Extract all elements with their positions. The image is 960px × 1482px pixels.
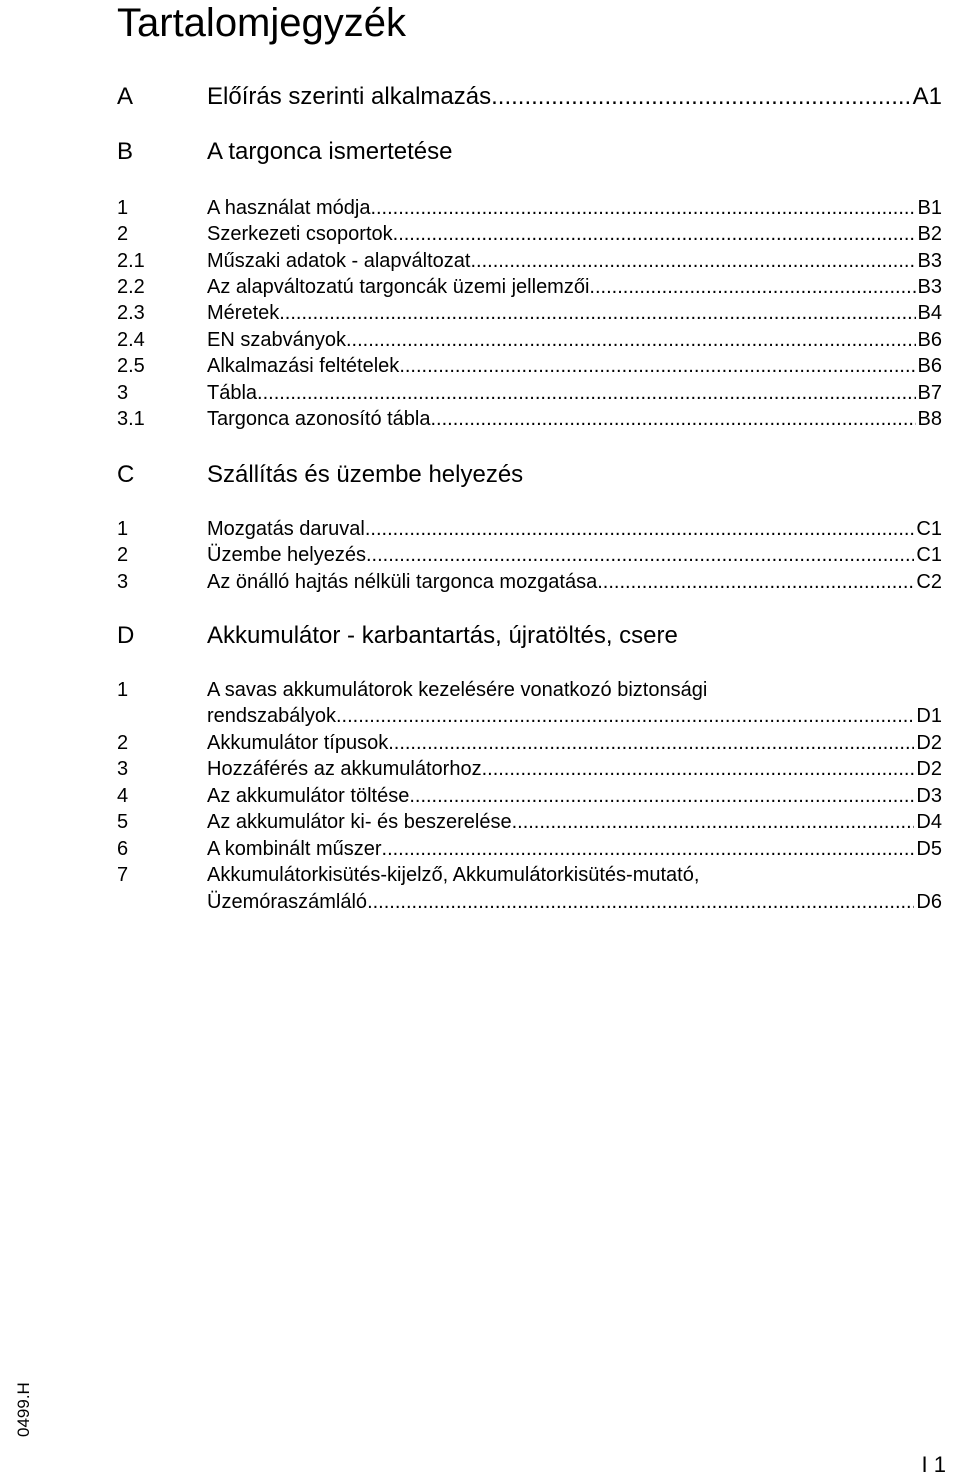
- toc-item[interactable]: 6 A kombinált műszer ..... D5: [0, 836, 960, 862]
- section-heading: Szállítás és üzembe helyezés: [207, 461, 524, 488]
- dot-leader: [367, 889, 914, 915]
- toc-item[interactable]: 3.1 Targonca azonosító tábla ..... B8: [0, 406, 960, 432]
- toc-item[interactable]: 2.1 Műszaki adatok - alapváltozat ..... B3: [0, 248, 960, 274]
- dot-leader: [388, 730, 914, 756]
- section-letter: C: [117, 461, 135, 488]
- toc-item[interactable]: 2.5 Alkalmazási feltételek ..... B6: [0, 353, 960, 379]
- dot-leader: [279, 300, 915, 326]
- dot-leader: [470, 248, 915, 274]
- toc-section-b: [0, 137, 960, 167]
- section-heading: A targonca ismertetése: [207, 138, 453, 165]
- page-title: Tartalomjegyzék: [117, 1, 407, 45]
- toc-section-d: [0, 621, 960, 651]
- section-letter: D: [117, 622, 135, 649]
- toc-item[interactable]: 2.3 Méretek ..... B4: [0, 300, 960, 326]
- toc-item[interactable]: 3 Hozzáférés az akkumulátorhoz ..... D2: [0, 756, 960, 782]
- dot-leader: [431, 406, 916, 432]
- toc-item[interactable]: 3 Az önálló hajtás nélküli targonca mozgatása ..... C2: [0, 569, 960, 595]
- toc-item[interactable]: 2 Szerkezeti csoportok ..... B2: [0, 221, 960, 247]
- dot-leader: [512, 809, 915, 835]
- dot-leader: [370, 195, 915, 221]
- toc-item[interactable]: 2.4 EN szabványok ..... B6: [0, 327, 960, 353]
- toc-item[interactable]: 2 Üzembe helyezés ..... C1: [0, 542, 960, 568]
- dot-leader: [399, 353, 915, 379]
- dot-leader: [382, 836, 915, 862]
- page-number: I 1: [921, 1452, 946, 1477]
- dot-leader: [589, 274, 915, 300]
- document-code: 0499.H: [14, 1382, 33, 1437]
- section-letter: B: [117, 138, 134, 165]
- toc-section-a[interactable]: [0, 82, 960, 112]
- toc-item-line1[interactable]: 1 A savas akkumulátorok kezelésére vonatkozó biztonsági: [117, 679, 708, 701]
- dot-leader: [409, 783, 914, 809]
- dot-leader: [597, 569, 914, 595]
- toc-entry: Előírás szerinti alkalmazás ..... A1: [207, 82, 942, 112]
- toc-item[interactable]: 1 Mozgatás daruval ..... C1: [0, 516, 960, 542]
- toc-item[interactable]: rendszabályok ..... D1: [0, 703, 960, 729]
- toc-item[interactable]: 1 A használat módja ..... B1: [0, 195, 960, 221]
- toc-item[interactable]: 4 Az akkumulátor töltése ..... D3: [0, 783, 960, 809]
- toc-item[interactable]: 2.2 Az alapváltozatú targoncák üzemi jellemzői ..... B3: [0, 274, 960, 300]
- dot-leader: [491, 82, 911, 112]
- dot-leader: [336, 703, 914, 729]
- toc-item[interactable]: 2 Akkumulátor típusok ..... D2: [0, 730, 960, 756]
- dot-leader: [482, 756, 915, 782]
- toc-item[interactable]: 5 Az akkumulátor ki- és beszerelése ..... D4: [0, 809, 960, 835]
- section-letter: A: [117, 83, 134, 110]
- dot-leader: [346, 327, 916, 353]
- toc-item[interactable]: 3 Tábla ..... B7: [0, 380, 960, 406]
- toc-section-c: [0, 460, 960, 490]
- dot-leader: [365, 516, 915, 542]
- section-heading: Akkumulátor - karbantartás, újratöltés, csere: [207, 622, 678, 649]
- toc-item[interactable]: Üzemóraszámláló ..... D6: [0, 889, 960, 915]
- dot-leader: [366, 542, 914, 568]
- dot-leader: [393, 221, 916, 247]
- dot-leader: [257, 380, 916, 406]
- toc-item-line1[interactable]: 7 Akkumulátorkisütés-kijelző, Akkumulátorkisütés-mutató,: [117, 864, 700, 886]
